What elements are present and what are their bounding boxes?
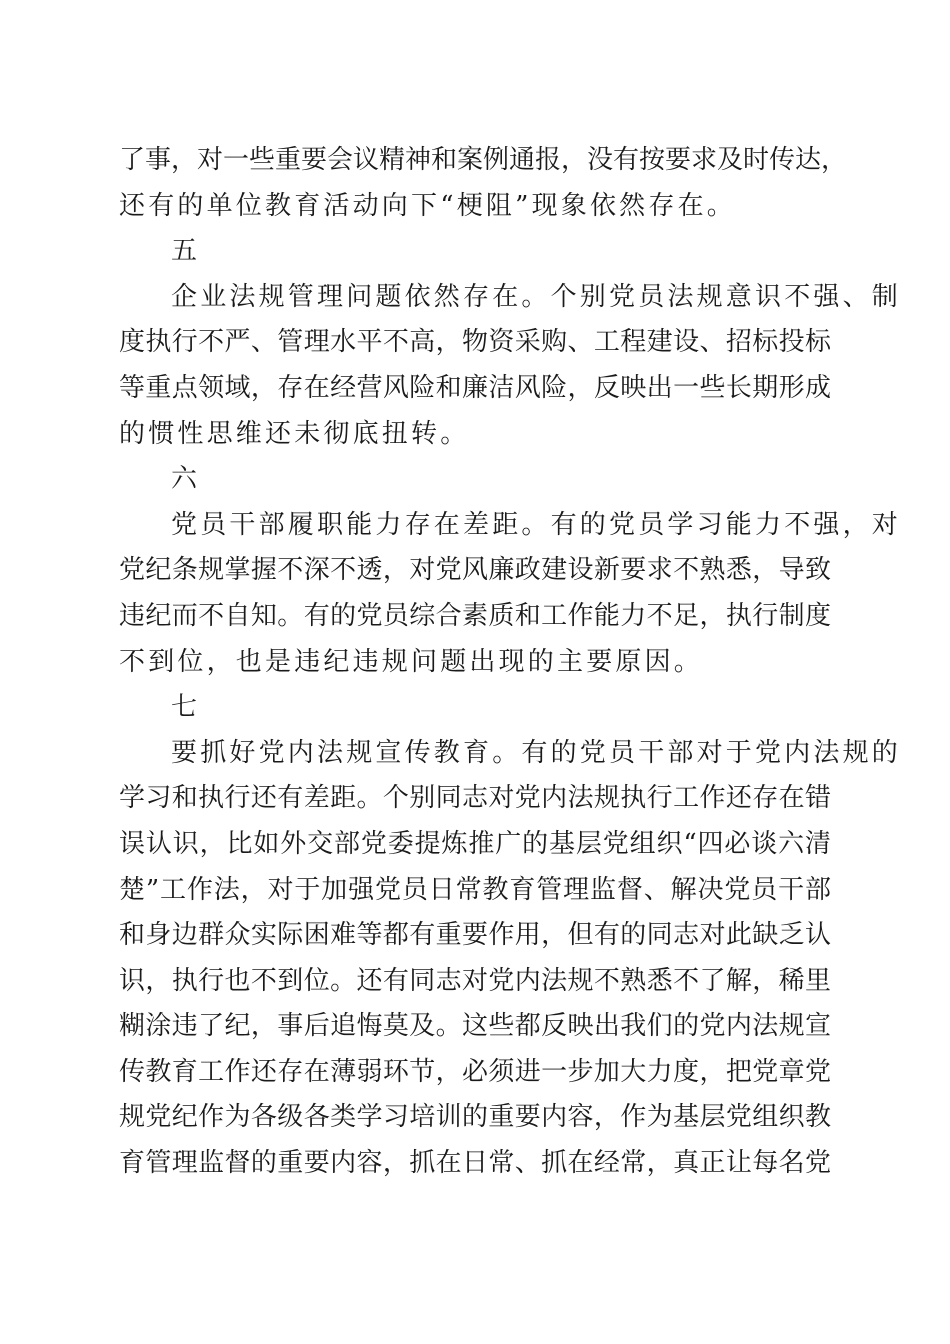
- body-line: 学习和执行还有差距。个别同志对党内法规执行工作还存在错: [119, 783, 831, 814]
- paragraph-first-line: 要抓好党内法规宣传教育。有的党员干部对于党内法规的: [171, 737, 902, 768]
- body-line: 不到位，也是违纪违规问题出现的主要原因。: [119, 646, 704, 677]
- body-line: 糊涂违了纪，事后追悔莫及。这些都反映出我们的党内法规宣: [119, 1011, 831, 1042]
- section-heading-5: 五: [171, 236, 201, 267]
- section-heading-7: 七: [171, 692, 201, 723]
- body-line: 度执行不严、管理水平不高，物资采购、工程建设、招标投标: [119, 327, 831, 358]
- paragraph-first-line: 党员干部履职能力存在差距。有的党员学习能力不强，对: [171, 509, 902, 540]
- body-line: 的惯性思维还未彻底扭转。: [119, 418, 470, 449]
- body-line: 了事，对一些重要会议精神和案例通报，没有按要求及时传达，: [119, 145, 848, 175]
- body-line: 育管理监督的重要内容，抓在日常、抓在经常，真正让每名党: [119, 1148, 831, 1179]
- body-line: 规党纪作为各级各类学习培训的重要内容，作为基层党组织教: [119, 1102, 831, 1133]
- section-heading-6: 六: [171, 464, 201, 495]
- body-line: 识，执行也不到位。还有同志对党内法规不熟悉不了解，稀里: [119, 965, 831, 996]
- body-line: 党纪条规掌握不深不透，对党风廉政建设新要求不熟悉，导致: [119, 555, 831, 586]
- body-line: 误认识，比如外交部党委提炼推广的基层党组织“四必谈六清: [119, 828, 831, 859]
- body-line: 和身边群众实际困难等都有重要作用，但有的同志对此缺乏认: [119, 920, 831, 951]
- body-line: 楚”工作法，对于加强党员日常教育管理监督、解决党员干部: [119, 874, 831, 905]
- paragraph-first-line: 企业法规管理问题依然存在。个别党员法规意识不强、制: [171, 281, 902, 312]
- document-body: [119, 138, 902, 1187]
- body-line: 还有的单位教育活动向下“梗阻”现象依然存在。: [119, 190, 736, 221]
- body-line: 传教育工作还存在薄弱环节，必须进一步加大力度，把党章党: [119, 1056, 831, 1087]
- body-line: 等重点领域，存在经营风险和廉洁风险，反映出一些长期形成: [119, 372, 831, 403]
- body-line: 违纪而不自知。有的党员综合素质和工作能力不足，执行制度: [119, 600, 831, 631]
